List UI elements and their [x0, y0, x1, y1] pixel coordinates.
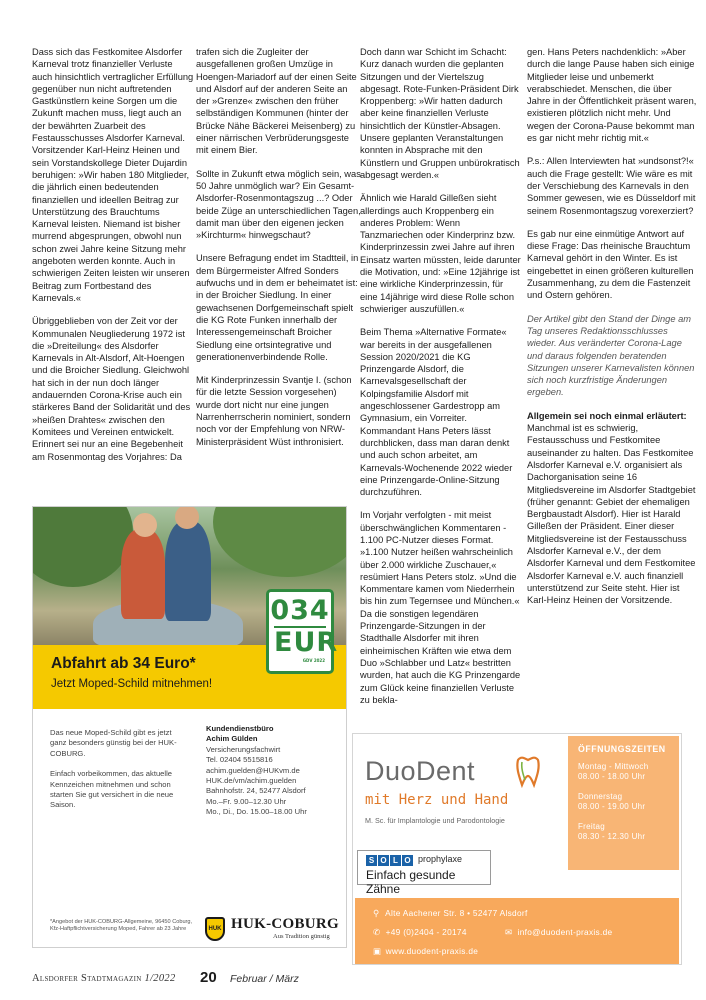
moped-plate	[266, 589, 339, 674]
office-hours: Mo.–Fr. 9.00–12.30 Uhr	[206, 796, 287, 806]
logo-name: HUK-COBURG	[231, 916, 339, 932]
plate-number: 034	[270, 595, 330, 626]
plate-currency: EUR	[274, 627, 339, 658]
office-web[interactable]: HUK.de/vm/achim.guelden	[206, 776, 297, 786]
duodent-description: M. Sc. für Implantologie und Parodontologie	[365, 816, 505, 825]
huk-coburg-ad	[32, 506, 347, 948]
hours-day: Montag - Mittwoch	[578, 762, 649, 771]
solo-letter: O	[402, 855, 413, 866]
office-hours: Mo., Di., Do. 15.00–18.00 Uhr	[206, 807, 307, 817]
paragraph: trafen sich die Zugleiter der ausgefallenen großen Umzüge in Hoengen-Mariadorf auf der einen Seite und Alsdorf auf der anderen Seite an der »Grenze« zwischen den früher selbständigen Kommunen (hinter der Brücke Nähe Bäckerei Meisenberg) zu einer närrischen Verbrüderungsgeste mit einem Bier.	[196, 47, 357, 156]
hours-day: Freitag	[578, 822, 605, 831]
paragraph: Sollte in Zukunft etwa möglich sein, was 50 Jahre unmöglich war? Ein Gesamt-Alsdorfer-Rosenmontagszug ...? Oder beide Züge an unterschiedlichen Tagen, damit man über den eigenen jecken »Kirchturm« hinwegschaut?	[196, 168, 361, 241]
office-name: Achim Gülden	[206, 734, 258, 744]
hours-time: 08.00 - 19.00 Uhr	[578, 802, 646, 811]
huk-coburg-logo	[205, 917, 345, 943]
duodent-ad	[352, 733, 682, 965]
photo-person	[121, 529, 165, 619]
magazine-title: Alsdorfer Stadtmagazin	[32, 973, 142, 984]
office-address: Bahnhofstr. 24, 52477 Alsdorf	[206, 786, 306, 796]
email-line[interactable]	[505, 927, 612, 937]
opening-hours-box	[568, 736, 679, 870]
ad-headline: Abfahrt ab 34 Euro*	[51, 655, 196, 672]
office-line: Versicherungsfachwirt	[206, 744, 281, 754]
office-title: Kundendienstbüro	[206, 724, 274, 733]
magazine-name	[32, 973, 176, 984]
phone-icon: ✆	[373, 927, 381, 937]
page-footer	[32, 969, 692, 989]
solo-prophylaxe-label: prophylaxe	[418, 854, 463, 864]
ad-description	[50, 728, 190, 821]
phone-text[interactable]: +49 (0)2404 - 20174	[385, 927, 467, 937]
ad-subline: Jetzt Moped-Schild mitnehmen!	[51, 678, 213, 690]
office-phone[interactable]: Tel. 02404 5515816	[206, 755, 273, 765]
paragraph: Dass sich das Festkomitee Alsdorfer Karneval trotz finanzieller Verluste auch hinsichtlich vertraglicher Erfüllung gegenüber nun nicht auftretenden Gastkünstlern keine Sorgen um die Zukunft machen muss, liegt auch an der bewährten Zuarbeit des Festausschusses Alsdorfer Karneval. Vorsitzender Karl-Heinz Heinen und sein Vorstandskollege Dieter Dujardin beruhigen: »Wir haben 180 Mitglieder, die jährlich einen bedeutenden finanziellen und ideellen Beitrag zur Unterstützung des Brauchtums Karneval leisten. Niemand ist bisher murrend abgesprungen, obwohl nun schon zwei Jahre keine Sitzung mehr angeboten werden konnte. Auch in schwierigen Zeiten leisten wir unseren Beitrag zum Fortbestand des Karnevals.«	[32, 47, 194, 303]
contact-bar	[355, 898, 679, 964]
huk-shield-icon: HUK	[205, 917, 225, 941]
address-line	[373, 908, 528, 918]
photo-face	[133, 513, 157, 537]
solo-prophylaxe-box	[357, 850, 491, 896]
issue-months: Februar / März	[230, 973, 299, 985]
web-line[interactable]	[373, 946, 478, 956]
web-text[interactable]: www.duodent-praxis.de	[385, 946, 479, 956]
paragraph: Manchmal ist es schwierig, Festausschuss und Festkomitee auseinander zu halten. Das Festkomitee Alsdorfer Karneval e.V. organisiert als Dachorganisation seine 16 Mitgliedsvereine im Alsdorfer Stadtgebiet (früher genannt: Gebiet der ehemaligen Bergbaustadt Alsdorf). Hier ist Harald Gilleßen der Präsident. Einer dieser Mitgliedsvereine ist der Festausschuss Alsdorfer Karneval e.V., der dem Alsdorfer Karneval und dem Festkomitee Alsdorfer Karneval e.V. auch finanziell unterstützend zur Seite steht. Hier ist Karl-Heinz Heinen der Vorsitzende.	[527, 423, 696, 606]
photo-person	[165, 521, 211, 621]
paragraph: Doch dann war Schicht im Schacht: Kurz danach wurden die geplanten Sitzungen und der Viertelszug abgesagt. Rote-Funken-Präsident Dirk Kroppenberg: »Wir hatten dadurch aber keine finanziellen Verluste hinsichtlich der Künstler-Absagen. Unsere geplanten Veranstaltungen konnten in Absprache mit den Künstlern und Gruppen unbürokratisch abgesagt werden.«	[360, 47, 520, 180]
solo-letter: O	[378, 855, 389, 866]
article-column-4	[527, 46, 697, 726]
paragraph: P.s.: Allen Interviewten hat »undsonst?!« auch die Frage gestellt: Wie wäre es mit der Verschiebung des Karnevals in den Sommer gewesen, wie es Düsseldorf mit seinem Rosenmontagszug vorexerziert?	[527, 156, 696, 216]
phone-line[interactable]	[373, 927, 467, 937]
editorial-note: Der Artikel gibt den Stand der Dinge am Tag unseres Redaktionsschlusses wieder. Aus veränderter Corona-Lage und daraus folgenden beratenden Sitzungen unserer Karnevalisten können sich noch kurzfristige Änderungen ergeben.	[527, 313, 695, 398]
hours-time: 08.00 - 18.00 Uhr	[578, 772, 646, 781]
ad-paragraph: Einfach vorbeikommen, das aktuelle Kennzeichen mitnehmen und schon starten Sie gut versichert in die neue Saison.	[50, 769, 174, 810]
logo-tagline: Aus Tradition günstig	[273, 933, 330, 940]
duodent-slogan: mit Herz und Hand	[365, 792, 509, 808]
article-column-2	[196, 46, 361, 501]
web-icon: ▣	[373, 946, 382, 956]
duodent-name: DuoDent	[365, 756, 476, 786]
tooth-logo-icon	[513, 754, 543, 788]
location-pin-icon: ⚲	[373, 908, 380, 918]
hours-time: 08.30 - 12.30 Uhr	[578, 832, 646, 841]
page-number: 20	[200, 969, 217, 986]
paragraph: gen. Hans Peters nachdenklich: »Aber durch die lange Pause haben sich einige Mitglieder leise und unbemerkt verabschiedet. Menschen, die über Jahre in der Öffentlichkeit präsent waren, existieren plötzlich nicht mehr. Und wegen der Corona-Pause bekommt man es gar nicht mehr richtig mit.«	[527, 47, 697, 144]
section-subheading: Allgemein sei noch einmal erläutert:	[527, 410, 687, 421]
email-icon: ✉	[505, 927, 513, 937]
hours-day: Donnerstag	[578, 792, 623, 801]
solo-logo	[366, 855, 413, 866]
article-column-1	[32, 46, 194, 501]
solo-letter: S	[366, 855, 377, 866]
paragraph: Unsere Befragung endet im Stadtteil, in dem Bürgermeister Alfred Sonders aufwuchs und in dem er beheimatet ist: in der Broicher Siedlung. In einer gewachsenen Dorfgemeinschaft spielt die KG Rote Funken innerhalb der Interessengemeinschaft Broicher Siedlung eine ortsintegrative und generationenverbindende Rolle.	[196, 253, 359, 362]
ad-paragraph: Das neue Moped-Schild gibt es jetzt ganz besonders günstig bei der HUK-COBURG.	[50, 728, 177, 758]
office-email[interactable]: achim.guelden@HUKvm.de	[206, 765, 300, 775]
plate-small-text: GDV 2022	[302, 658, 325, 663]
paragraph: Übriggeblieben von der Zeit vor der Kommunalen Neugliederung 1972 ist die »Dreiteilung« des Alsdorfer Karnevals in Alt-Alsdorf, Alt-Hoengen und die Broicher Siedlung. Gleichwohl hat sich in der nun doch länger andauernden Corona-Krise auch ein stärkeres Band der Solidarität und des »heißen Drahtes« zwischen den Komitees und Vereinen entwickelt. Erinnert sei nur an eine Begebenheit am Rosenmontag des Vorjahres: Da	[32, 316, 191, 462]
email-text[interactable]: info@duodent-praxis.de	[517, 927, 613, 937]
ad-footnote: *Angebot der HUK-COBURG-Allgemeine, 96450 Coburg, Kfz-Haftpflichtversicherung Moped, Fahrer ab 23 Jahre	[50, 919, 193, 933]
paragraph: Im Vorjahr verfolgten - mit meist überschwänglichen Kommentaren - 1.100 PC-Nutzer dieses Format. »1.100 Nutzer heißen wahrscheinlich über 2.000 wirkliche Zuschauer,« resümiert Hans Peters stolz. »Und die Kommentare kamen vom Niederrhein bis hin zum Tegernsee und München.« Da die sonstigen legendären Prinzengarde-Sitzungen in der Stadthalle Alsdorfer mit ihren einheimischen Kräften wie etwa dem Duo »Schlabber und Latz« bestritten wurden, hat auch die KG Prinzengarde zum Glück keine finanziellen Verluste zu bekla-	[360, 510, 521, 705]
solo-tagline: Einfach gesunde Zähne	[366, 868, 456, 896]
office-contact	[206, 724, 346, 818]
photo-tree	[213, 507, 346, 577]
paragraph: Mit Kinderprinzessin Svantje I. (schon für die letzte Session vorgesehen) wurde dort nicht nur eine jungen Narrenherrscherin nominiert, sondern noch vor der Empfehlung von NRW-Ministerpräsident Wüst inthronisiert.	[196, 375, 352, 447]
magazine-issue: 1/2022	[144, 973, 176, 984]
address-text: Alte Aachener Str. 8 • 52477 Alsdorf	[385, 908, 528, 918]
opening-hours-title: ÖFFNUNGSZEITEN	[578, 744, 666, 754]
article-column-3	[360, 46, 523, 706]
photo-tree	[33, 507, 133, 587]
paragraph: Es gab nur eine einmütige Antwort auf diese Frage: Das rheinische Brauchtum Karneval gehört in den Winter. Es ist eingebettet in einen größeren kulturellen Zusammenhang, zu dem die Fastenzeit und Ostern gehören.	[527, 228, 694, 301]
paragraph: Beim Thema »Alternative Formate« war bereits in der ausgefallenen Session 2020/2021 die KG Prinzengarde Alsdorf, die Karnevalsgesellschaft der Kolpingsfamilie Alsdorf mit angeschlossener Gardestropp am Gymnasium, ein Vorreiter. Kommandant Hans Peters lässt durchblicken, dass man daran denkt und auch schon arbeitet, am Karnevals-Wochenende 2022 wieder eine Prinzengarde-Online-Sitzung durchzuführen.	[360, 327, 513, 498]
paragraph: Ähnlich wie Harald Gilleßen sieht allerdings auch Kroppenberg ein anderes Problem: Wenn Tanzmariechen oder Kinderprinz bzw. Kinderprinzessin zwei Jahre auf ihren Einsatz warten müssten, leide darunter die Motivation, und: »Eine 12jährige ist eine wirkliche Kinderprinzessin, für eine 14jährige wird diese Rolle schon schwieriger auszufüllen.«	[360, 193, 521, 314]
solo-letter: L	[390, 855, 401, 866]
